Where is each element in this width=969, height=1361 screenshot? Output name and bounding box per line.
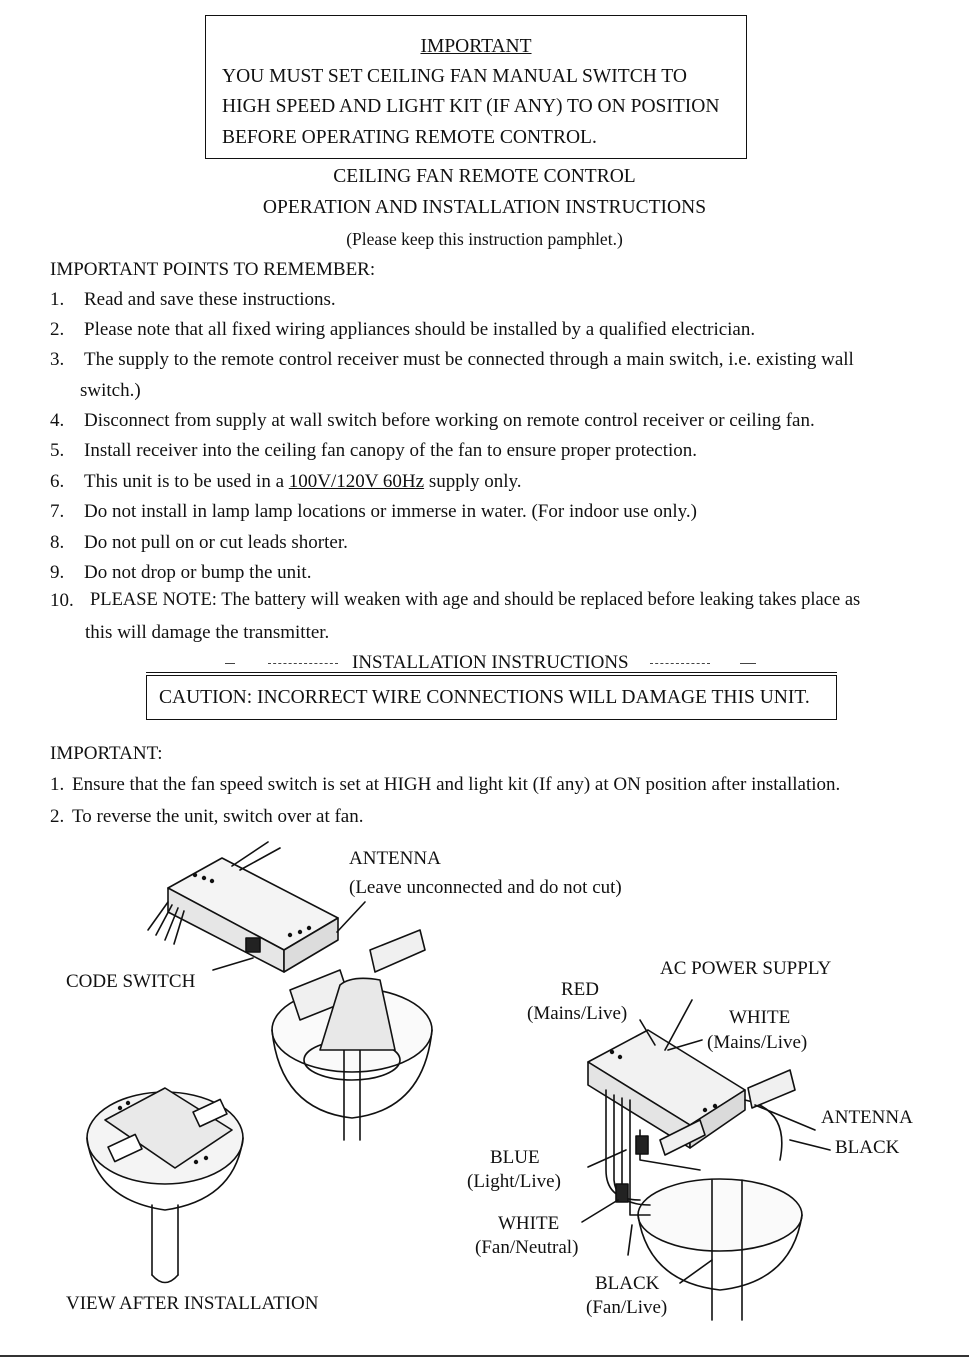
install-number: 2. — [50, 806, 65, 827]
point-number: 10. — [50, 590, 74, 611]
point-text-continued: this will damage the transmitter. — [85, 622, 330, 643]
points-heading: IMPORTANT POINTS TO REMEMBER: — [50, 259, 376, 280]
label-black-right: BLACK — [835, 1137, 900, 1158]
label-black-fan: BLACK — [595, 1273, 660, 1294]
canopy-view-after — [87, 1088, 243, 1283]
install-text: Ensure that the fan speed switch is set at HIGH and light kit (If any) at ON position after installation. — [72, 774, 841, 795]
point-text-continued: switch.) — [80, 380, 141, 401]
notice-line-2: HIGH SPEED AND LIGHT KIT (IF ANY) TO ON POSITION — [222, 96, 720, 117]
label-ac-power-supply: AC POWER SUPPLY — [660, 958, 832, 979]
caution-text: CAUTION: INCORRECT WIRE CONNECTIONS WILL DAMAGE THIS UNIT. — [159, 687, 810, 708]
installation-heading: INSTALLATION INSTRUCTIONS — [352, 652, 629, 673]
install-text: To reverse the unit, switch over at fan. — [72, 806, 364, 827]
important-heading: IMPORTANT: — [50, 743, 163, 764]
receiver-unit-top — [148, 842, 338, 972]
point-number: 7. — [50, 501, 65, 522]
page-bottom-edge — [0, 1355, 969, 1357]
label-view-after-installation: VIEW AFTER INSTALLATION — [66, 1293, 319, 1314]
point-number: 3. — [50, 349, 65, 370]
label-white-mains-sub: (Mains/Live) — [707, 1032, 808, 1053]
label-white-fan: WHITE — [498, 1213, 560, 1234]
point-text: Do not drop or bump the unit. — [84, 562, 312, 583]
notice-line-3: BEFORE OPERATING REMOTE CONTROL. — [222, 127, 597, 148]
point-text: Do not install in lamp lamp locations or immerse in water. (For indoor use only.) — [84, 501, 698, 522]
notice-heading: IMPORTANT — [420, 36, 532, 57]
point-text: The supply to the remote control receiver must be connected through a main switch, i.e. existing wall — [84, 349, 854, 370]
point-number: 9. — [50, 562, 65, 583]
label-black-fan-sub: (Fan/Live) — [586, 1297, 668, 1318]
label-red-sub: (Mains/Live) — [527, 1003, 628, 1024]
title-line-3: (Please keep this instruction pamphlet.) — [346, 229, 623, 249]
point-number: 6. — [50, 471, 65, 492]
label-antenna-note: (Leave unconnected and do not cut) — [349, 877, 622, 898]
point-text: Please note that all fixed wiring appliances should be installed by a qualified electrician. — [84, 319, 756, 340]
point-number: 5. — [50, 440, 65, 461]
label-white-mains: WHITE — [729, 1007, 791, 1028]
label-red: RED — [561, 979, 599, 1000]
point-text: Do not pull on or cut leads shorter. — [84, 532, 348, 553]
point-text: Read and save these instructions. — [84, 289, 336, 310]
install-number: 1. — [50, 774, 65, 795]
voltage-spec: 100V/120V 60Hz — [288, 471, 425, 492]
point-text: Disconnect from supply at wall switch before working on remote control receiver or ceiling fan. — [84, 410, 815, 431]
notice-line-1: YOU MUST SET CEILING FAN MANUAL SWITCH TO — [222, 66, 687, 87]
point-number: 1. — [50, 289, 65, 310]
point-text-post: supply only. — [424, 471, 522, 492]
point-number: 4. — [50, 410, 65, 431]
point-number: 2. — [50, 319, 65, 340]
label-code-switch: CODE SWITCH — [66, 971, 196, 992]
label-white-fan-sub: (Fan/Neutral) — [475, 1237, 579, 1258]
label-blue-sub: (Light/Live) — [467, 1171, 561, 1192]
point-text: PLEASE NOTE: The battery will weaken with age and should be replaced before leaking takes place as — [90, 590, 861, 610]
title-line-2: OPERATION AND INSTALLATION INSTRUCTIONS — [262, 197, 707, 218]
title-line-1: CEILING FAN REMOTE CONTROL — [333, 166, 636, 187]
point-text: Install receiver into the ceiling fan canopy of the fan to ensure proper protection. — [84, 440, 698, 461]
point-number: 8. — [50, 532, 65, 553]
label-blue: BLUE — [490, 1147, 540, 1168]
point-text-pre: This unit is to be used in a — [84, 471, 289, 492]
label-antenna-top: ANTENNA — [349, 848, 441, 869]
label-antenna-right: ANTENNA — [821, 1107, 913, 1128]
